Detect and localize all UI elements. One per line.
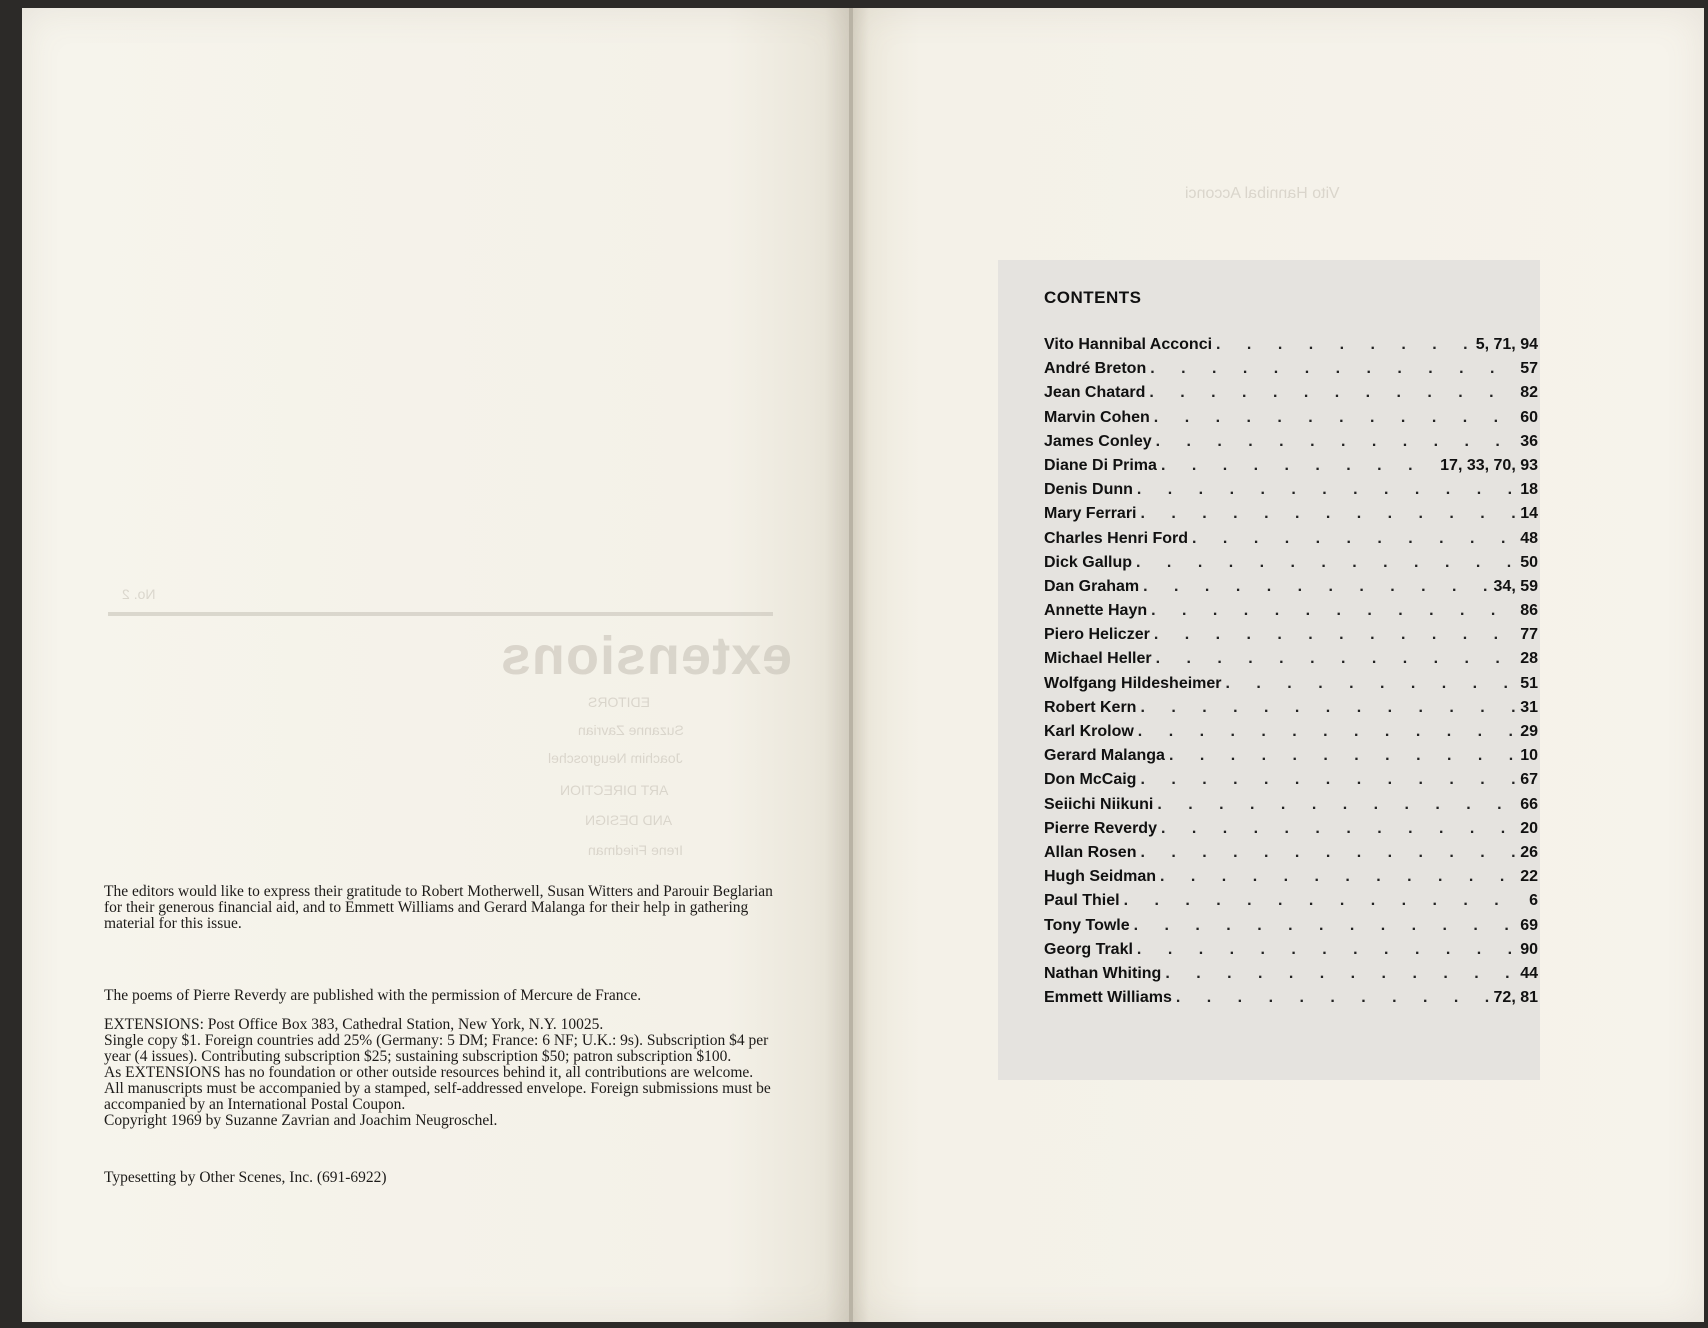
contents-entry: Seiichi Niikuni . . . 66 [1044,796,1538,820]
contents-entry: Allan Rosen . . . 26 [1044,844,1538,868]
publication-info [104,1017,784,1129]
contents-entry: Diane Di Prima . . . 17, 33, 70, 93 [1044,457,1538,481]
contents-entry: Robert Kern . . . 31 [1044,699,1538,723]
gratitude-paragraph: The editors would like to express their gratitude to Robert Motherwell, Susan Witters and Parouir Beglarian for their generous financial aid, and to Emmett Williams and Gerard Malanga for their help in gathering material for this issue. [104,883,773,932]
contents-entry: Annette Hayn . . . 86 [1044,602,1538,626]
address-line: EXTENSIONS: Post Office Box 383, Cathedral Station, New York, N.Y. 10025. [104,1016,604,1033]
ghost-line: AND DESIGN [585,812,673,828]
contents-entry: Nathan Whiting . . . 44 [1044,965,1538,989]
contents-entry: André Breton . . . 57 [1044,360,1538,384]
dot-leader [1216,336,1472,354]
contents-entry: James Conley . . . 36 [1044,433,1538,457]
reverdy-permission-note: The poems of Pierre Reverdy are published with the permission of Mercure de France. [104,987,642,1004]
dot-leader [1134,917,1517,935]
contents-entry: Mary Ferrari . . . 14 [1044,505,1538,529]
contents-entry: Dick Gallup . . . 50 [1044,554,1538,578]
manuscripts-line: All manuscripts must be accompanied by a stamped, self-addressed envelope. Foreign submissions must be accompanied by an International Postal Coupon. [104,1080,771,1113]
contents-entry: Michael Heller . . . 28 [1044,650,1538,674]
ghost-title: extensions [500,626,793,686]
dot-leader [1140,844,1516,862]
dot-leader [1192,530,1516,548]
ghost-line: No. 2 [122,586,156,602]
dot-leader [1140,771,1516,789]
dot-leader [1137,481,1516,499]
dot-leader [1149,384,1516,402]
ghost-line: Joachim Neugroschel [548,750,683,766]
dot-leader [1154,626,1516,644]
dot-leader [1151,602,1516,620]
dot-leader [1157,796,1516,814]
contents-title: CONTENTS [1044,288,1142,307]
contents-entry: Denis Dunn . . . 18 [1044,481,1538,505]
dot-leader [1138,723,1516,741]
contents-entry: Emmett Williams . . . 72, 81 [1044,989,1538,1013]
contents-entry: Marvin Cohen . . . 60 [1044,409,1538,433]
copyright-line: Copyright 1969 by Suzanne Zavrian and Joachim Neugroschel. [104,1112,498,1129]
dot-leader [1137,941,1516,959]
dot-leader [1161,457,1436,475]
dot-leader [1156,650,1517,668]
contents-entry: Paul Thiel . . . 6 [1044,892,1538,916]
ghost-line: Irene Friedman [588,842,683,858]
contents-entry: Tony Towle . . . 69 [1044,917,1538,941]
dot-leader [1150,360,1516,378]
dot-leader [1165,965,1516,983]
contents-entry: Charles Henri Ford . . . 48 [1044,530,1538,554]
dot-leader [1176,989,1490,1007]
contents-entry: Piero Heliczer . . . 77 [1044,626,1538,650]
dot-leader [1169,747,1516,765]
contents-entry: Karl Krolow . . . 29 [1044,723,1538,747]
dot-leader [1124,892,1526,910]
contents-entry: Georg Trakl . . . 90 [1044,941,1538,965]
dot-leader [1156,433,1517,451]
contents-entry: Don McCaig . . . 67 [1044,771,1538,795]
dot-leader [1136,554,1516,572]
dot-leader [1143,578,1489,596]
dot-leader [1226,675,1517,693]
contents-entry: Wolfgang Hildesheimer . . . 51 [1044,675,1538,699]
contents-list [1044,336,1538,1013]
contents-entry: Dan Graham . . . 34, 59 [1044,578,1538,602]
ghost-line: EDITORS [588,694,650,710]
dot-leader [1154,409,1516,427]
typesetting-credit: Typesetting by Other Scenes, Inc. (691-6922) [104,1169,387,1186]
ghost-line: ART DIRECTION [560,782,669,798]
contributions-line: As EXTENSIONS has no foundation or other outside resources behind it, all contributions are welcome. [104,1064,754,1081]
contents-entry: Pierre Reverdy . . . 20 [1044,820,1538,844]
ghost-line: Suzanne Zavrian [578,722,684,738]
contents-entry: Vito Hannibal Acconci . . . 5, 71, 94 [1044,336,1538,360]
dot-leader [1140,699,1516,717]
dot-leader [1160,868,1516,886]
contents-entry: Hugh Seidman . . . 22 [1044,868,1538,892]
ghost-header: Vito Hannibal Acconci [1185,185,1340,202]
dot-leader [1161,820,1516,838]
dot-leader [1141,505,1517,523]
contents-entry: Jean Chatard . . . 82 [1044,384,1538,408]
contents-entry: Gerard Malanga . . . 10 [1044,747,1538,771]
ghost-rule [108,612,773,616]
book-gutter [849,8,853,1322]
subscription-line: Single copy $1. Foreign countries add 25% (Germany: 5 DM; France: 6 NF; U.K.: 9s). Subscription $4 per year (4 issues). Contributing subscription $25; sustaining subscription $50; patron subscription $100. [104,1032,769,1065]
